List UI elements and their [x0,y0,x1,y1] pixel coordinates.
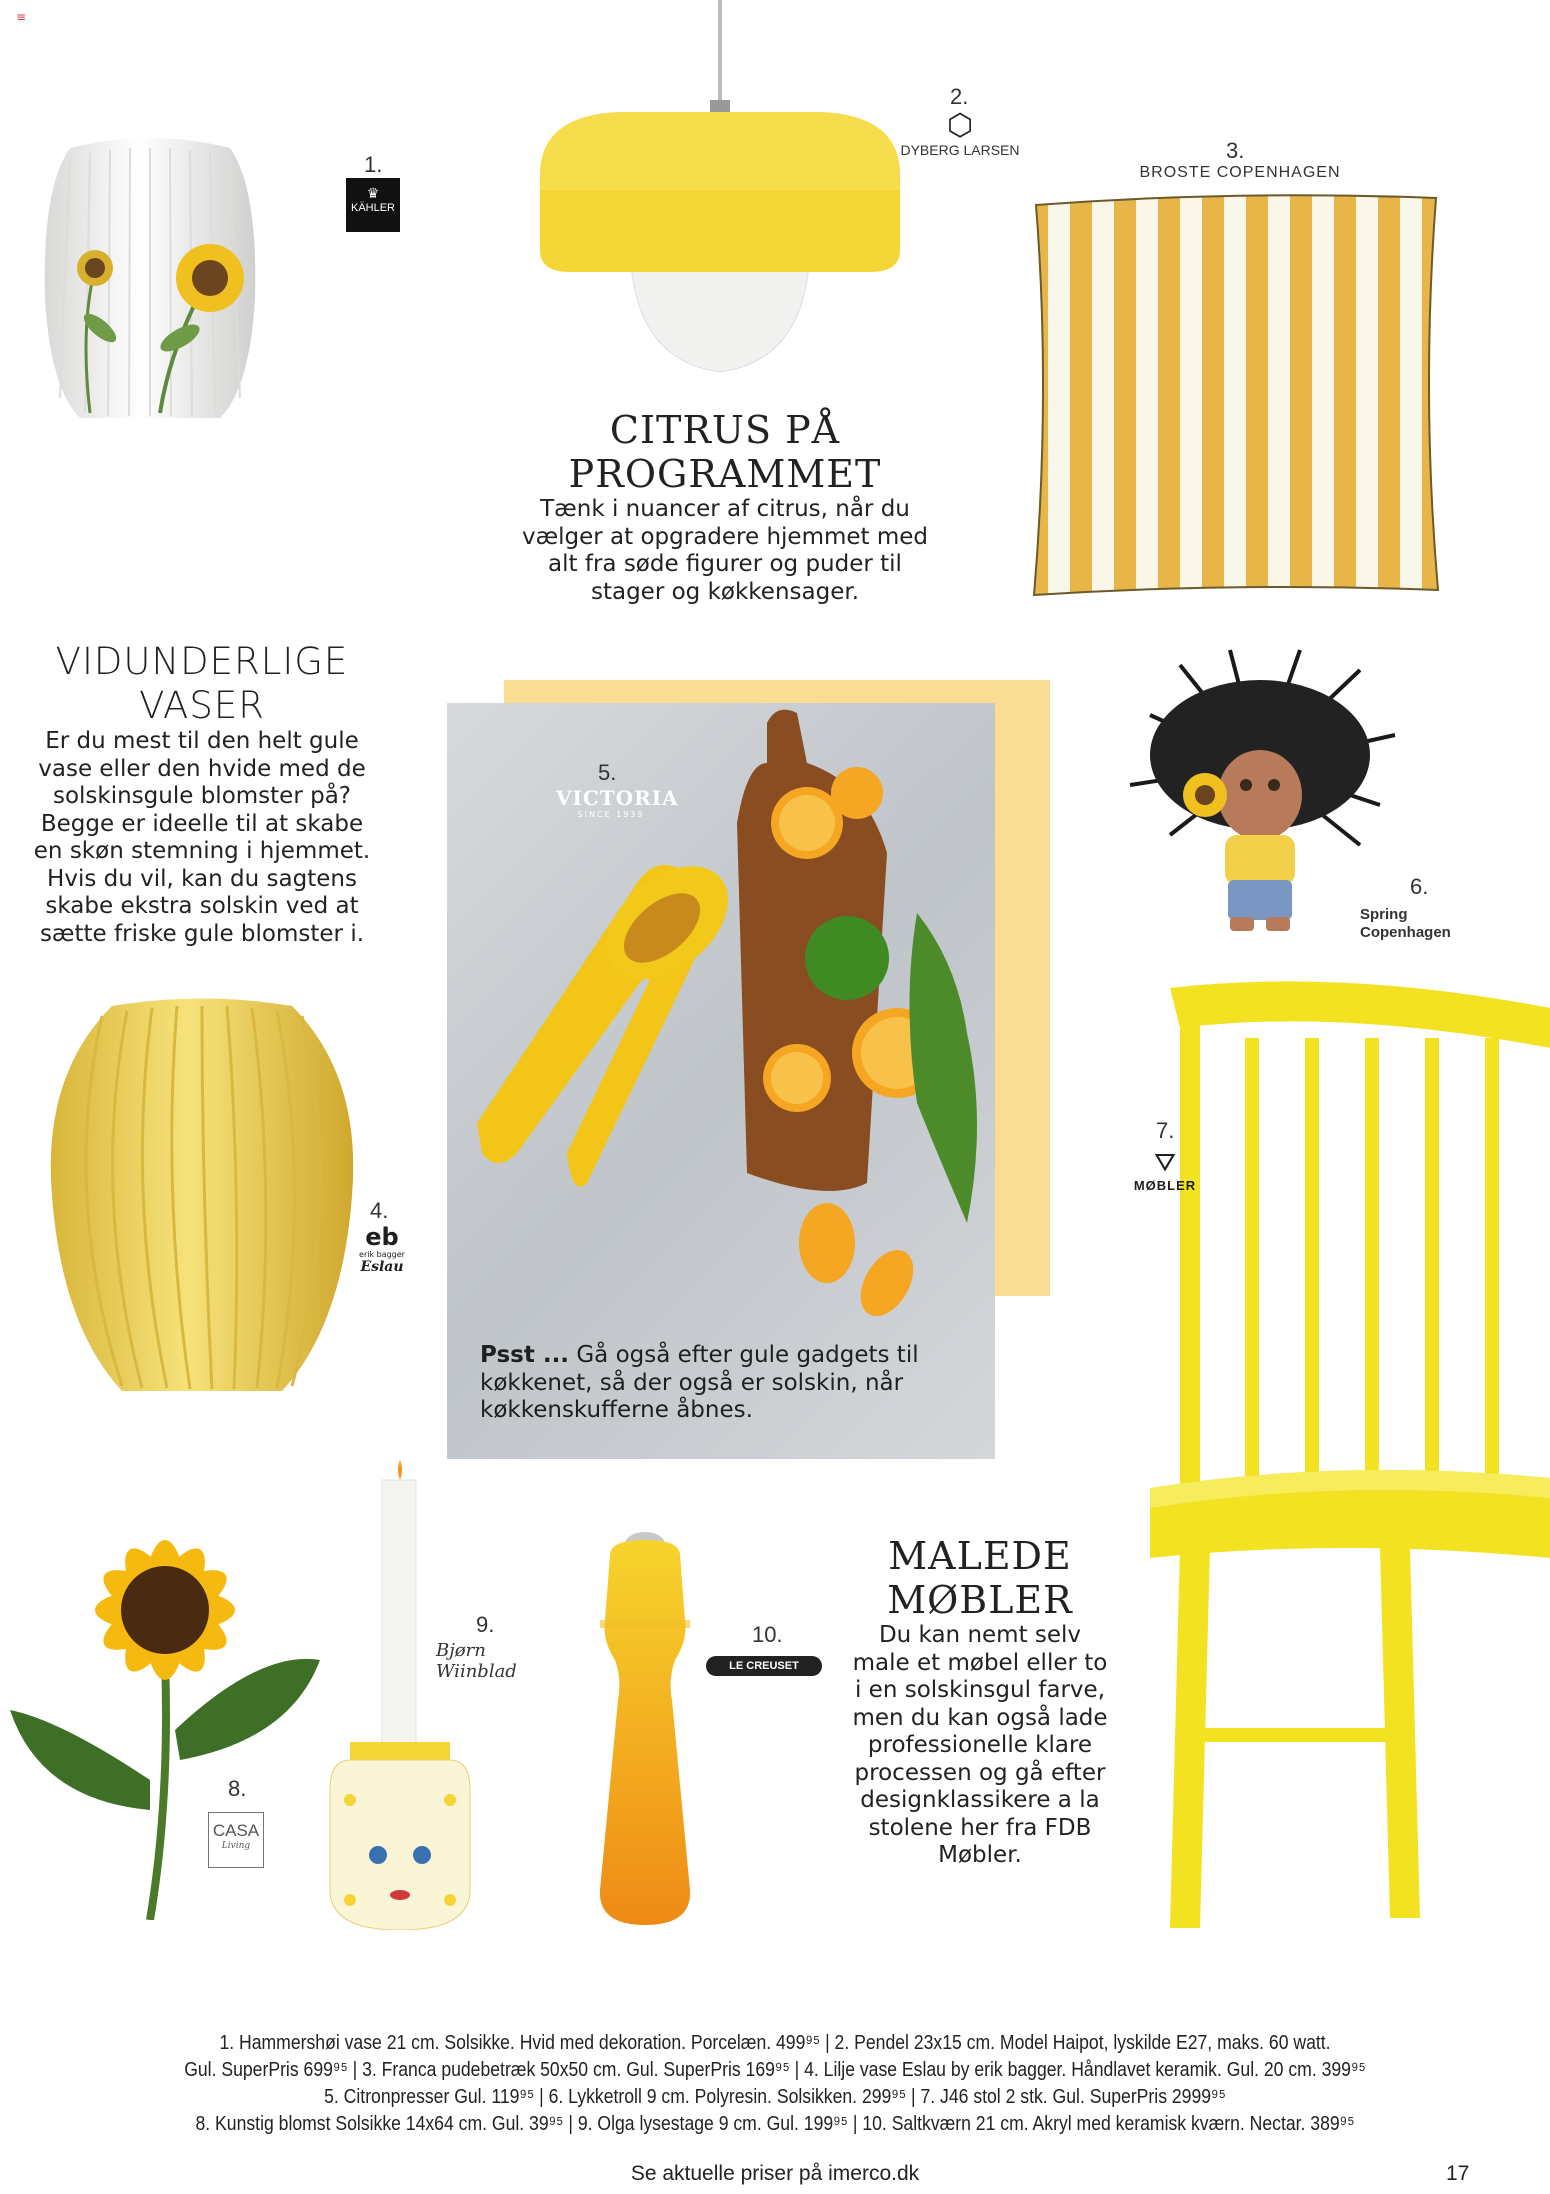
label-num-9: 9. [476,1612,495,1637]
citrus-body: Tænk i nuancer af citrus, når du vælger at opgradere hjemmet med alt fra søde figurer og puder til stager og køkkensager. [521,496,929,605]
kunstig-blomst-image [0,1480,330,1920]
mobler-body: Du kan nemt selv male et møbel eller to i en solskinsgul farve, men du kan også lade professionelle klare processen og gå efter designklassikere a la stolene her fra FDB Møbler. [852,1622,1108,1868]
le-creuset-logo: LE CREUSET [706,1656,822,1676]
franca-pillow-image [1026,190,1446,600]
erik-bagger-logo: eb erik bagger Eslau [359,1223,405,1275]
fdb-mobler-logo: ⛛ MØBLER [1130,1148,1200,1193]
label-num-4: 4. [370,1198,389,1223]
cube-icon: ⬡ [946,108,974,143]
vaser-body: Er du mest til den helt gule vase eller den hvide med de solskinsgule blomster på? Begge er ideelle til at skabe en skøn stemning i hjemmet. Hvis du vil, kan du sagtens skabe ekstra solskin ved at sætte friske gule blomster i. [33,728,371,947]
mobler-section [840,1534,1120,1870]
kahler-logo: ♛ KÄHLER [346,178,400,232]
vaser-title: VIDUNDERLIGE VASER [55,640,349,727]
citrus-section [510,408,940,606]
citrus-title: CITRUS PÅ PROGRAMMET [568,408,882,496]
spring-copenhagen-logo: Spring Copenhagen [1360,906,1451,941]
product-list-line-3: 5. Citronpresser Gul. 119⁹⁵ | 6. Lykketroll 9 cm. Polyresin. Solsikken. 299⁹⁵ | 7. J46 stol 2 stk. Gul. SuperPris 2999⁹⁵ [324,2086,1226,2108]
label-num-2: 2. [950,84,969,109]
casa-logo: CASA Living [208,1812,264,1868]
label-num-7: 7. [1156,1118,1175,1143]
hammershoi-vase-white-image [30,128,270,428]
label-num-8: 8. [228,1776,247,1801]
olga-lysestage-image [320,1460,480,1930]
label-num-3: 3. [1226,138,1245,163]
corner-mark: ≡ [16,10,27,24]
mobler-title: MALEDE MØBLER [887,1534,1073,1622]
label-num-5: 5. [598,760,617,785]
product-list-line-1: 1. Hammershøi vase 21 cm. Solsikke. Hvid med dekoration. Porcelæn. 499⁹⁵ | 2. Pendel 23x15 cm. Model Haipot, lyskilde E27, maks. 60 watt. [219,2032,1331,2054]
fdb-icon: ⛛ [1154,1148,1176,1178]
broste-copenhagen-logo: BROSTE COPENHAGEN [1139,164,1341,181]
label-num-1: 1. [364,152,383,177]
lykketroll-image [1110,645,1410,935]
label-num-10: 10. [752,1622,783,1647]
lilje-vase-image [42,996,362,1396]
psst-text: Psst ... Gå også efter gule gadgets til køkkenet, så der også er solskin, når køkkenskufferne åbnes. [480,1342,919,1423]
haipot-pendant-image [530,0,910,380]
j46-chair-image [1140,978,1550,1928]
vaser-section [22,640,382,948]
wiinblad-signature: Bjørn Wiinblad [436,1640,517,1682]
label-num-6: 6. [1410,874,1429,899]
product-list-line-2: Gul. SuperPris 699⁹⁵ | 3. Franca pudebetræk 50x50 cm. Gul. SuperPris 169⁹⁵ | 4. Lilje vase Eslau by erik bagger. Håndlavet keramik. Gul. 20 cm. 399⁹⁵ [184,2059,1366,2081]
footer-note: Se aktuelle priser på imerco.dk [630,2162,920,2185]
victoria-logo: VICTORIA SINCE 1939 [556,786,679,819]
saltkvaern-image [580,1530,710,1930]
product-list [93,2030,1457,2138]
page-number: 17 [1446,2162,1470,2185]
dyberg-larsen-logo: ⬡ DYBERG LARSEN [898,110,1022,158]
product-list-line-4: 8. Kunstig blomst Solsikke 14x64 cm. Gul. 39⁹⁵ | 9. Olga lysestage 9 cm. Gul. 199⁹⁵ | 10. Saltkværn 21 cm. Akryl med keramisk kværn. Nectar. 389⁹⁵ [195,2113,1355,2135]
